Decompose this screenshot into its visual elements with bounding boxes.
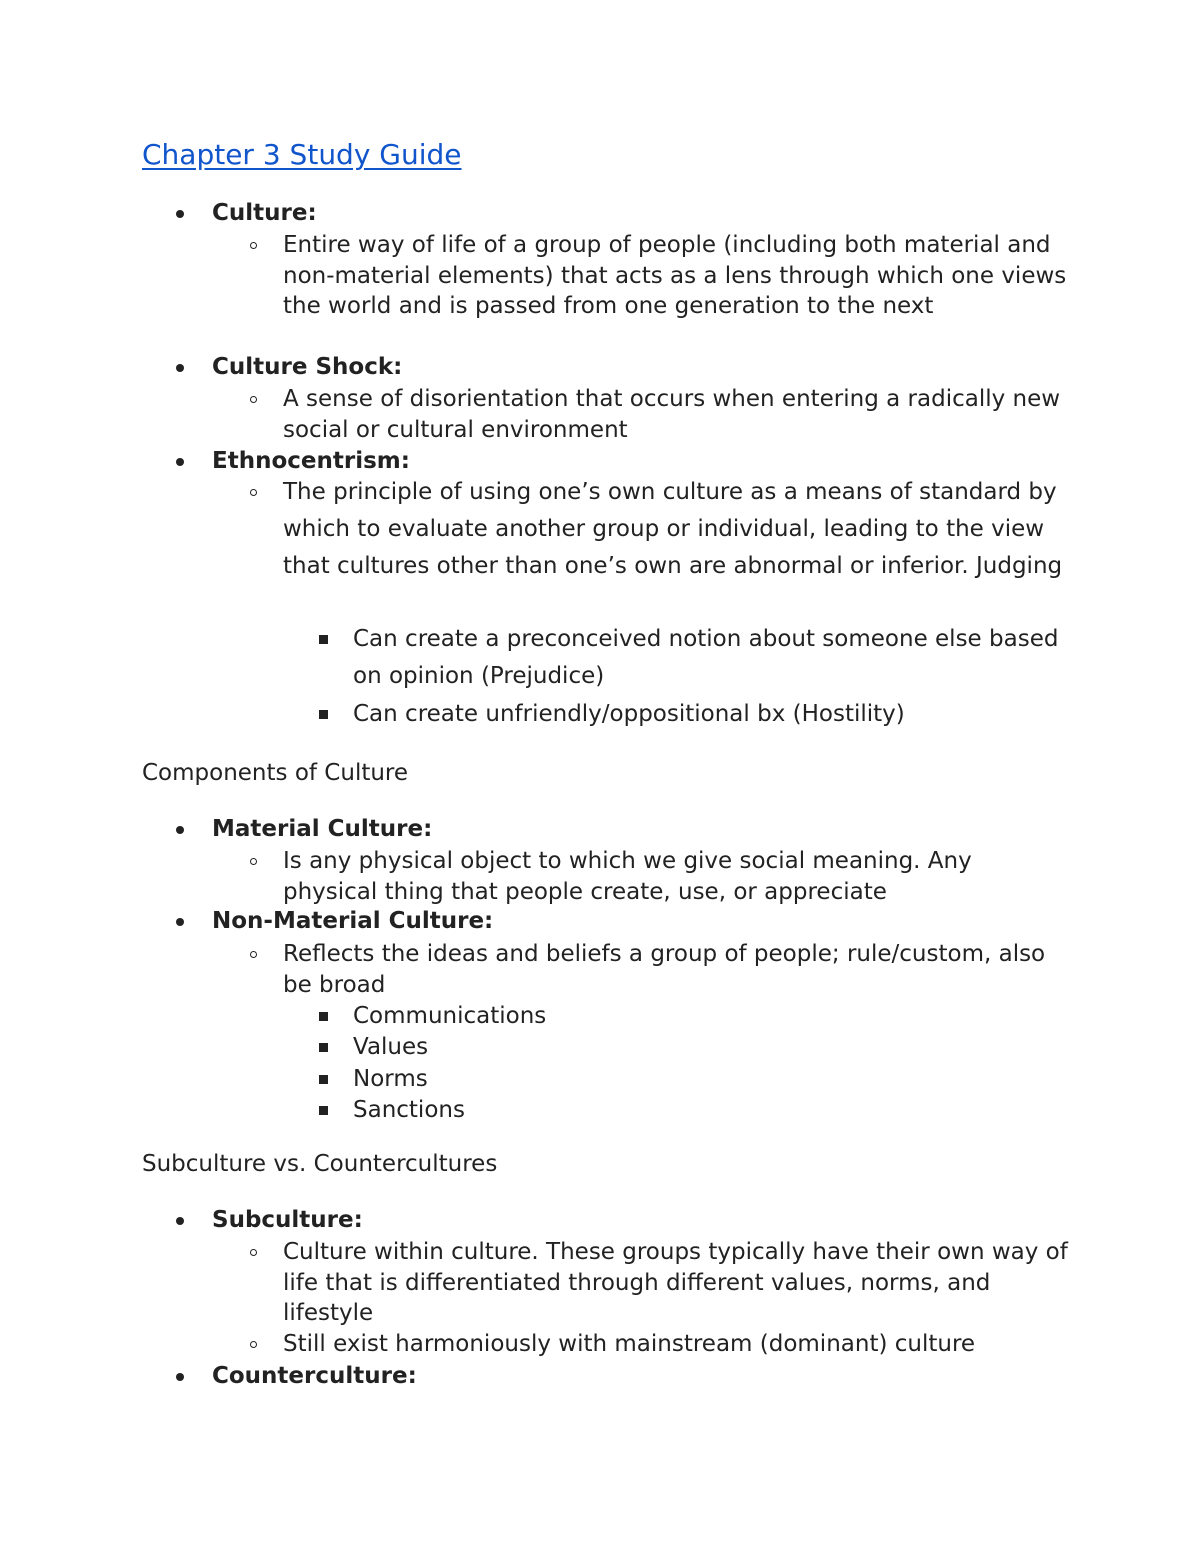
definition-text: A sense of disorientation that occurs when entering a radically new social or cultural environment bbox=[283, 386, 1061, 443]
definition-text: The principle of using one’s own culture as a means of standard by which to evaluate another group or individual, leading to the view that cultures other than one’s own are abnormal or inferior. Judging bbox=[283, 479, 1063, 579]
term-label: Culture Shock: bbox=[212, 354, 403, 380]
term-ethnocentrism bbox=[212, 446, 410, 477]
bullet-disc-icon bbox=[176, 918, 184, 926]
definition-subculture-1 bbox=[283, 1237, 1073, 1329]
subpoint-communications bbox=[353, 1001, 1073, 1032]
definition-material-culture bbox=[283, 846, 1073, 907]
bullet-square-icon bbox=[319, 635, 328, 644]
term-subculture bbox=[212, 1205, 363, 1236]
bullet-disc-icon bbox=[176, 210, 184, 218]
definition-non-material-culture bbox=[283, 939, 1073, 1000]
bullet-disc-icon bbox=[176, 826, 184, 834]
bullet-circle-icon bbox=[250, 858, 257, 865]
definition-text: Reflects the ideas and beliefs a group of people; rule/custom, also be broad bbox=[283, 941, 1046, 998]
page-title[interactable]: Chapter 3 Study Guide bbox=[142, 138, 462, 171]
term-label: Culture: bbox=[212, 200, 317, 226]
definition-text: Culture within culture. These groups typically have their own way of life that is differentiated through different values, norms, and lifestyle bbox=[283, 1239, 1068, 1326]
bullet-square-icon bbox=[319, 1075, 328, 1084]
subpoint-values bbox=[353, 1032, 1073, 1063]
bullet-disc-icon bbox=[176, 1217, 184, 1225]
definition-text: Still exist harmoniously with mainstream (dominant) culture bbox=[283, 1331, 976, 1357]
subpoint-sanctions bbox=[353, 1095, 1073, 1126]
bullet-disc-icon bbox=[176, 1373, 184, 1381]
subpoint-text: Communications bbox=[353, 1003, 547, 1029]
subpoint-prejudice bbox=[353, 621, 1073, 695]
subpoint-text: Can create a preconceived notion about someone else based on opinion (Prejudice) bbox=[353, 626, 1059, 689]
bullet-square-icon bbox=[319, 1106, 328, 1115]
term-label: Non-Material Culture: bbox=[212, 908, 494, 934]
bullet-circle-icon bbox=[250, 242, 257, 249]
definition-subculture-2 bbox=[283, 1329, 1073, 1360]
term-non-material-culture bbox=[212, 906, 493, 937]
bullet-circle-icon bbox=[250, 489, 257, 496]
term-label: Subculture: bbox=[212, 1207, 363, 1233]
definition-ethnocentrism bbox=[283, 474, 1073, 585]
bullet-circle-icon bbox=[250, 396, 257, 403]
bullet-circle-icon bbox=[250, 951, 257, 958]
section-heading-components: Components of Culture bbox=[142, 760, 409, 786]
bullet-square-icon bbox=[319, 1012, 328, 1021]
bullet-disc-icon bbox=[176, 458, 184, 466]
bullet-square-icon bbox=[319, 710, 328, 719]
term-counterculture bbox=[212, 1361, 417, 1392]
term-culture bbox=[212, 198, 317, 229]
definition-text: Is any physical object to which we give social meaning. Any physical thing that people create, use, or appreciate bbox=[283, 848, 972, 905]
section-heading-subculture: Subculture vs. Countercultures bbox=[142, 1151, 498, 1177]
term-label: Ethnocentrism: bbox=[212, 448, 410, 474]
bullet-square-icon bbox=[319, 1043, 328, 1052]
definition-text: Entire way of life of a group of people (including both material and non-material elements) that acts as a lens through which one views the world and is passed from one generation to the next bbox=[283, 232, 1067, 319]
term-material-culture bbox=[212, 814, 432, 845]
definition-culture-shock bbox=[283, 384, 1073, 445]
term-label: Counterculture: bbox=[212, 1363, 417, 1389]
bullet-circle-icon bbox=[250, 1249, 257, 1256]
subpoint-text: Can create unfriendly/oppositional bx (Hostility) bbox=[353, 701, 905, 727]
subpoint-norms bbox=[353, 1064, 1073, 1095]
subpoint-text: Values bbox=[353, 1034, 429, 1060]
subpoint-hostility bbox=[353, 696, 1073, 733]
subpoint-text: Sanctions bbox=[353, 1097, 465, 1123]
bullet-disc-icon bbox=[176, 364, 184, 372]
subpoint-text: Norms bbox=[353, 1066, 428, 1092]
term-label: Material Culture: bbox=[212, 816, 433, 842]
bullet-circle-icon bbox=[250, 1341, 257, 1348]
term-culture-shock bbox=[212, 352, 402, 383]
definition-culture bbox=[283, 230, 1073, 322]
